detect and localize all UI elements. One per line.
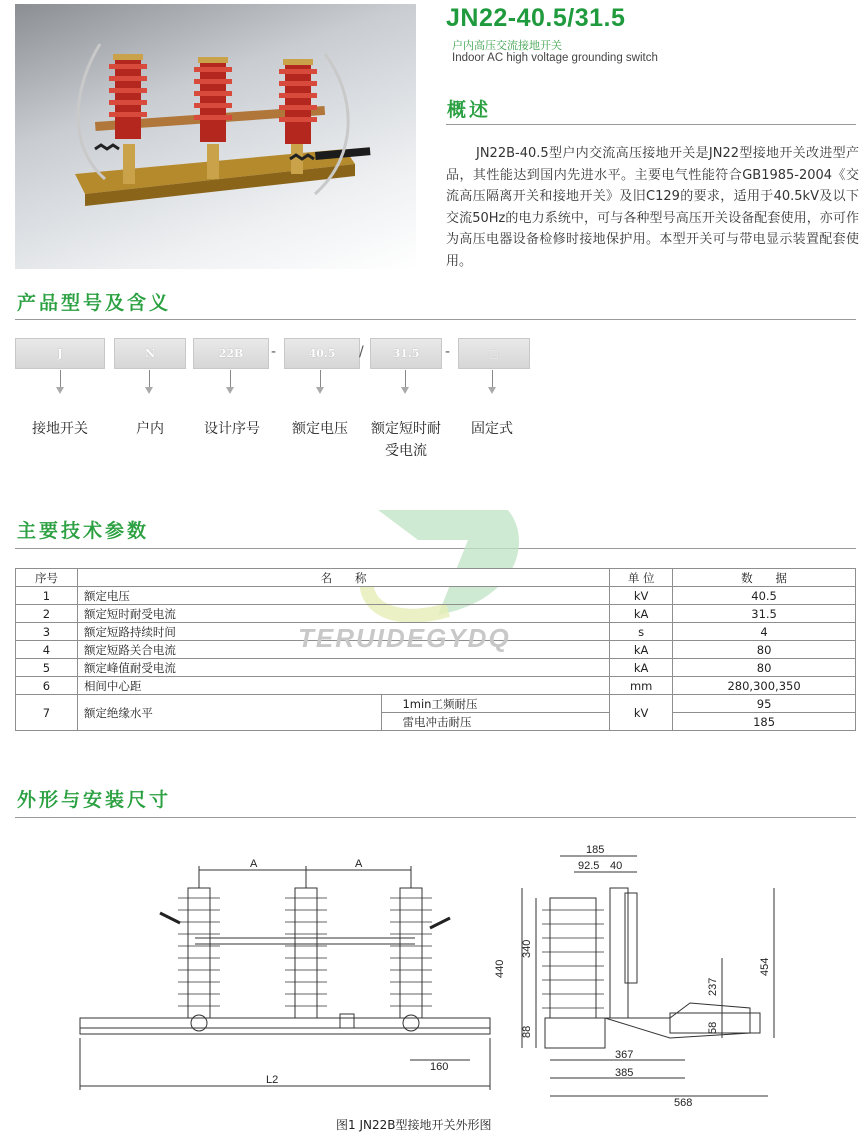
cell-name: 额定电压 [77, 587, 609, 605]
header-name: 名 称 [77, 569, 609, 587]
dim-label-88: 88 [521, 1025, 533, 1038]
dimensions-heading: 外形与安装尺寸 [17, 789, 172, 811]
cell-unit: kV [610, 695, 673, 731]
arrow-line [60, 370, 61, 388]
dim-label-440: 440 [494, 959, 506, 978]
cell-value: 185 [673, 713, 856, 731]
cell-no: 7 [16, 695, 78, 731]
dim-label-340: 340 [521, 939, 533, 958]
meaning-fixed-type: 固定式 [471, 421, 513, 437]
cell-name: 相间中心距 [77, 677, 609, 695]
dim-label-454: 454 [759, 957, 771, 976]
dim-label-385: 385 [615, 1067, 634, 1079]
code-box-voltage: 40.5 [284, 338, 360, 369]
cell-unit: kA [610, 605, 673, 623]
cell-unit: kA [610, 659, 673, 677]
arrow-down-icon [401, 387, 409, 394]
cell-no: 2 [16, 605, 78, 623]
cell-name: 额定绝缘水平 [77, 695, 382, 731]
code-box-22b: 22B [193, 338, 269, 369]
product-photo [15, 4, 416, 269]
overview-divider [446, 124, 856, 125]
arrow-down-icon [316, 387, 324, 394]
dim-label-58: 58 [707, 1021, 719, 1034]
header-no: 序号 [16, 569, 78, 587]
arrow-line [230, 370, 231, 388]
dim-label-l2: L2 [266, 1074, 279, 1086]
cell-value: 31.5 [673, 605, 856, 623]
arrow-down-icon [226, 387, 234, 394]
table-row [16, 587, 856, 605]
code-box-n: N [114, 338, 186, 369]
code-separator: / [359, 344, 364, 360]
product-model-title: JN22-40.5/31.5 [446, 4, 626, 32]
arrow-down-icon [145, 387, 153, 394]
meaning-design-no: 设计序号 [204, 421, 260, 437]
cell-value: 95 [673, 695, 856, 713]
cell-subname: 1min工频耐压 [382, 695, 610, 713]
table-row [16, 605, 856, 623]
cell-value: 40.5 [673, 587, 856, 605]
arrow-line [320, 370, 321, 388]
code-separator: - [271, 344, 277, 360]
overview-paragraph: JN22B-40.5型户内交流高压接地开关是JN22型接地开关改进型产品，其性能达到国内先进水平。主要电气性能符合GB1985-2004《交流高压隔离开关和接地开关》及旧C129的要求，适用于40.5kV及以下交流50Hz的电力系统中，可与各种型号高压开关设备配套使用，亦可作为高压电器设备检修时接地保护用。本型开关可与带电显示装置配套使用。 [446, 146, 859, 269]
code-box-j: J [15, 338, 105, 369]
overview-heading: 概述 [447, 99, 492, 121]
cell-name: 额定峰值耐受电流 [77, 659, 609, 677]
arrow-line [405, 370, 406, 388]
model-meaning-heading: 产品型号及含义 [17, 292, 172, 314]
cell-unit: s [610, 623, 673, 641]
cell-no: 1 [16, 587, 78, 605]
arrow-down-icon [488, 387, 496, 394]
arrow-line [149, 370, 150, 388]
dim-label-367: 367 [615, 1049, 634, 1061]
cell-value: 4 [673, 623, 856, 641]
product-subtitle-cn: 户内高压交流接地开关 [452, 39, 562, 52]
dim-label-a1: A [250, 858, 258, 870]
cell-unit: mm [610, 677, 673, 695]
cell-subname: 雷电冲击耐压 [382, 713, 610, 731]
code-separator: - [445, 344, 451, 360]
cell-no: 5 [16, 659, 78, 677]
dim-label-92: 92.5 [578, 860, 600, 872]
params-heading: 主要技术参数 [17, 520, 150, 542]
watermark-text: TERUIDEGYDQ [298, 623, 511, 653]
model-meaning-divider [15, 319, 856, 320]
table-row [16, 677, 856, 695]
cell-value: 80 [673, 641, 856, 659]
cell-unit: kV [610, 587, 673, 605]
dimension-drawing [70, 838, 790, 1110]
cell-no: 3 [16, 623, 78, 641]
meaning-indoor: 户内 [136, 421, 164, 437]
cell-no: 4 [16, 641, 78, 659]
dim-label-568: 568 [674, 1097, 693, 1109]
dim-label-40: 40 [610, 860, 623, 872]
header-unit: 单 位 [610, 569, 673, 587]
product-subtitle-en: Indoor AC high voltage grounding switch [452, 52, 658, 64]
dim-label-185: 185 [586, 844, 605, 856]
arrow-down-icon [56, 387, 64, 394]
table-header-row [16, 569, 856, 587]
meaning-short-time-current: 额定短时耐受电流 [371, 421, 441, 459]
meaning-grounding-switch: 接地开关 [32, 421, 88, 437]
code-box-fixed: □ [458, 338, 530, 369]
dim-label-237: 237 [707, 977, 719, 996]
figure-caption: 图1 JN22B型接地开关外形图 [336, 1118, 492, 1132]
cell-name: 额定短路关合电流 [77, 641, 609, 659]
meaning-rated-voltage: 额定电压 [292, 421, 348, 437]
cell-unit: kA [610, 641, 673, 659]
code-box-current: 31.5 [370, 338, 442, 369]
header-value: 数 据 [673, 569, 856, 587]
cell-value: 80 [673, 659, 856, 677]
cell-name: 额定短时耐受电流 [77, 605, 609, 623]
table-row [16, 695, 856, 713]
dimensions-divider [15, 817, 856, 818]
table-row [16, 659, 856, 677]
arrow-line [492, 370, 493, 388]
dim-label-160: 160 [430, 1061, 449, 1073]
cell-name: 额定短路持续时间 [77, 623, 609, 641]
cell-value: 280,300,350 [673, 677, 856, 695]
dim-label-a2: A [355, 858, 363, 870]
cell-no: 6 [16, 677, 78, 695]
